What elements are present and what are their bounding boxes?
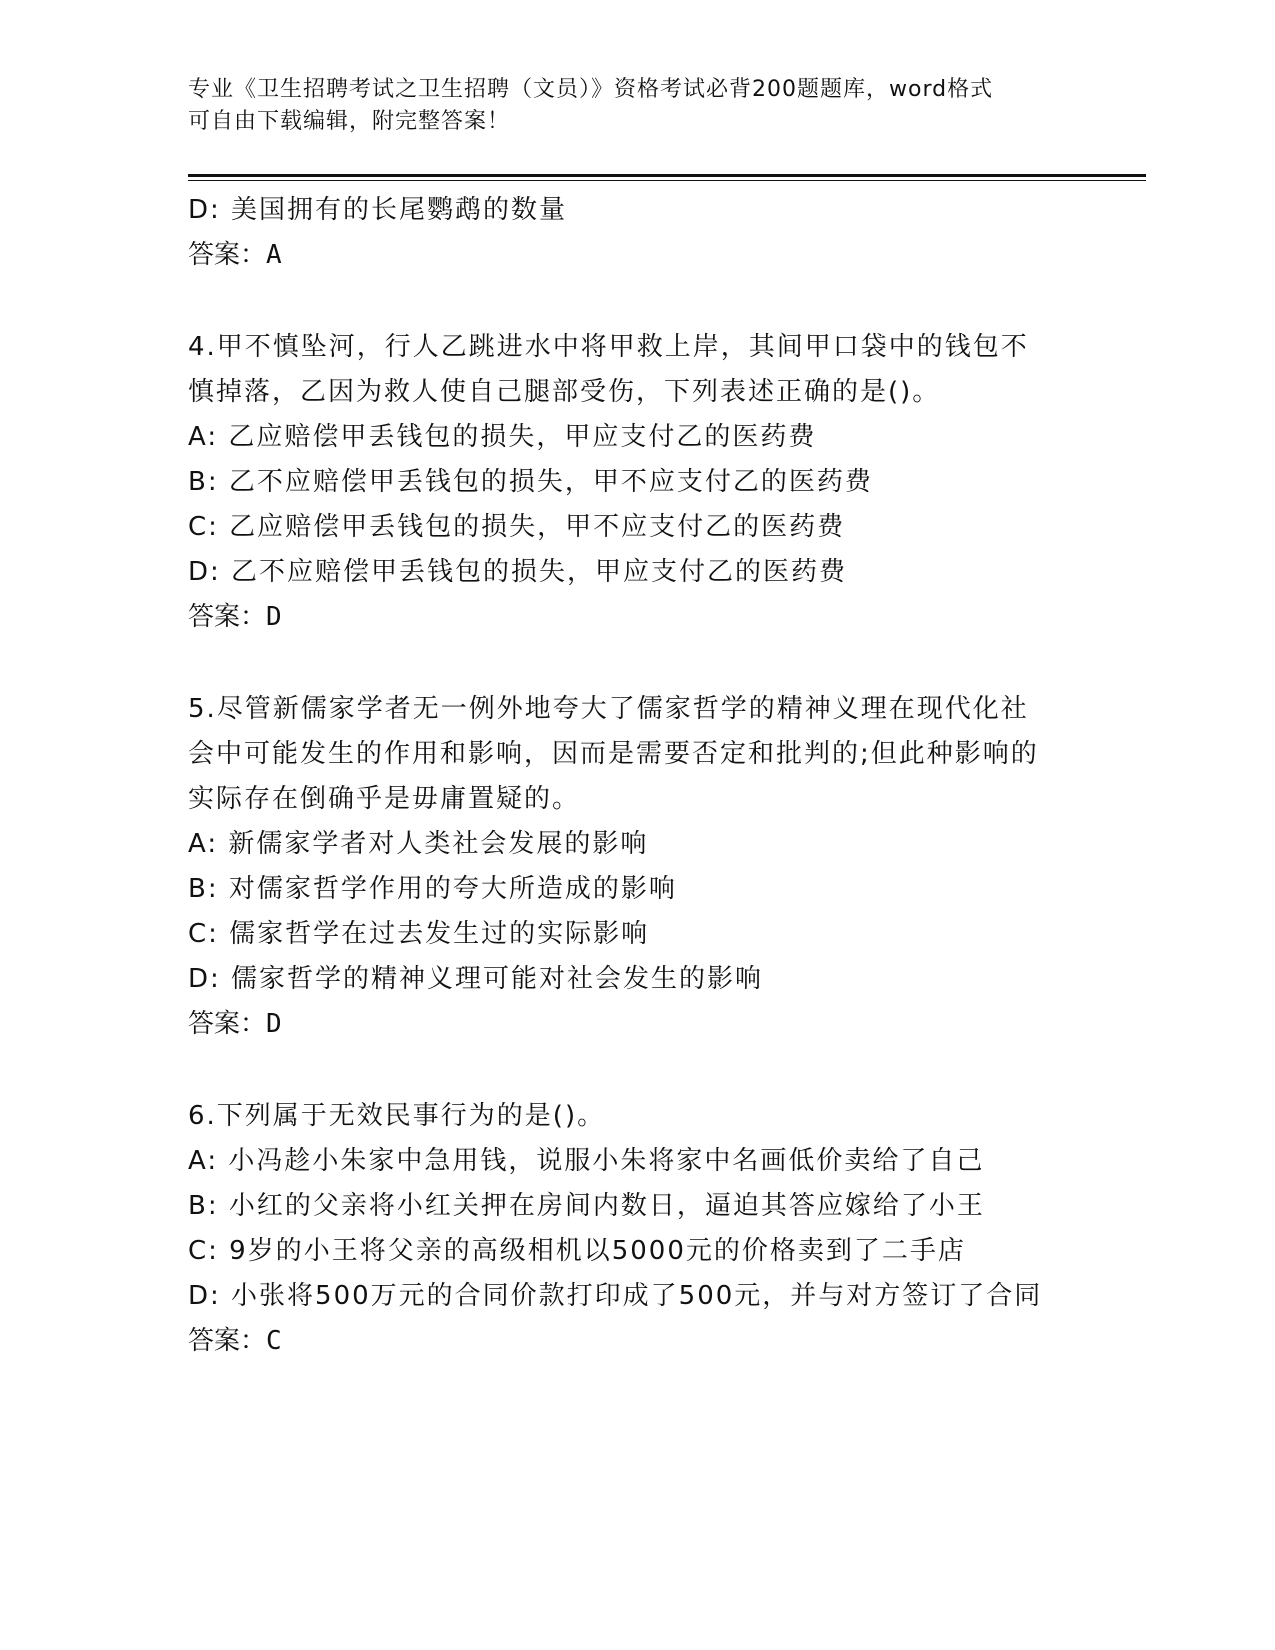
spacer xyxy=(188,640,1088,687)
question-stem: 4.甲不慎坠河，行人乙跳进水中将甲救上岸，其间甲口袋中的钱包不 xyxy=(188,332,1029,362)
option-c: C: 9岁的小王将父亲的高级相机以5000元的价格卖到了二手店 xyxy=(188,1236,966,1266)
option-b: B: 乙不应赔偿甲丢钱包的损失，甲不应支付乙的医药费 xyxy=(188,467,873,497)
option-a: A: 小冯趁小朱家中急用钱，说服小朱将家中名画低价卖给了自己 xyxy=(188,1146,985,1176)
option-d: D: 小张将500万元的合同价款打印成了500元，并与对方签订了合同 xyxy=(188,1281,1043,1311)
question-6 xyxy=(188,1094,1088,1364)
option-d: D: 乙不应赔偿甲丢钱包的损失，甲应支付乙的医药费 xyxy=(188,557,848,587)
document-header xyxy=(188,74,1068,138)
answer-label: 答案：D xyxy=(188,602,282,632)
question-3-tail xyxy=(188,188,1088,278)
header-divider-thin xyxy=(188,180,1146,181)
header-divider-thick xyxy=(188,174,1146,177)
spacer xyxy=(188,1047,1088,1094)
answer-label: 答案：A xyxy=(188,240,282,270)
answer-label: 答案：D xyxy=(188,1009,282,1039)
option-b: B: 对儒家哲学作用的夸大所造成的影响 xyxy=(188,874,677,904)
question-5 xyxy=(188,687,1088,1047)
question-stem: 慎掉落，乙因为救人使自己腿部受伤，下列表述正确的是()。 xyxy=(188,377,941,407)
question-stem: 6.下列属于无效民事行为的是()。 xyxy=(188,1101,606,1131)
header-title-line-2: 可自由下载编辑，附完整答案！ xyxy=(188,109,511,134)
option-d: D: 儒家哲学的精神义理可能对社会发生的影响 xyxy=(188,964,764,994)
question-stem: 实际存在倒确乎是毋庸置疑的。 xyxy=(188,784,581,814)
answer-label: 答案：C xyxy=(188,1326,282,1356)
header-title-line-1: 专业《卫生招聘考试之卫生招聘（文员）》资格考试必背200题题库，word格式 xyxy=(188,77,994,102)
question-stem: 会中可能发生的作用和影响，因而是需要否定和批判的;但此种影响的 xyxy=(188,739,1039,769)
option-c: C: 乙应赔偿甲丢钱包的损失，甲不应支付乙的医药费 xyxy=(188,512,846,542)
question-stem: 5.尽管新儒家学者无一例外地夸大了儒家哲学的精神义理在现代化社 xyxy=(188,694,1029,724)
option-b: B: 小红的父亲将小红关押在房间内数日，逼迫其答应嫁给了小王 xyxy=(188,1191,985,1221)
question-list xyxy=(188,188,1088,1364)
option-c: C: 儒家哲学在过去发生过的实际影响 xyxy=(188,919,650,949)
question-4 xyxy=(188,325,1088,640)
option-a: A: 乙应赔偿甲丢钱包的损失，甲应支付乙的医药费 xyxy=(188,422,817,452)
spacer xyxy=(188,278,1088,325)
option-a: A: 新儒家学者对人类社会发展的影响 xyxy=(188,829,649,859)
option-d: D: 美国拥有的长尾鹦鹉的数量 xyxy=(188,195,568,225)
